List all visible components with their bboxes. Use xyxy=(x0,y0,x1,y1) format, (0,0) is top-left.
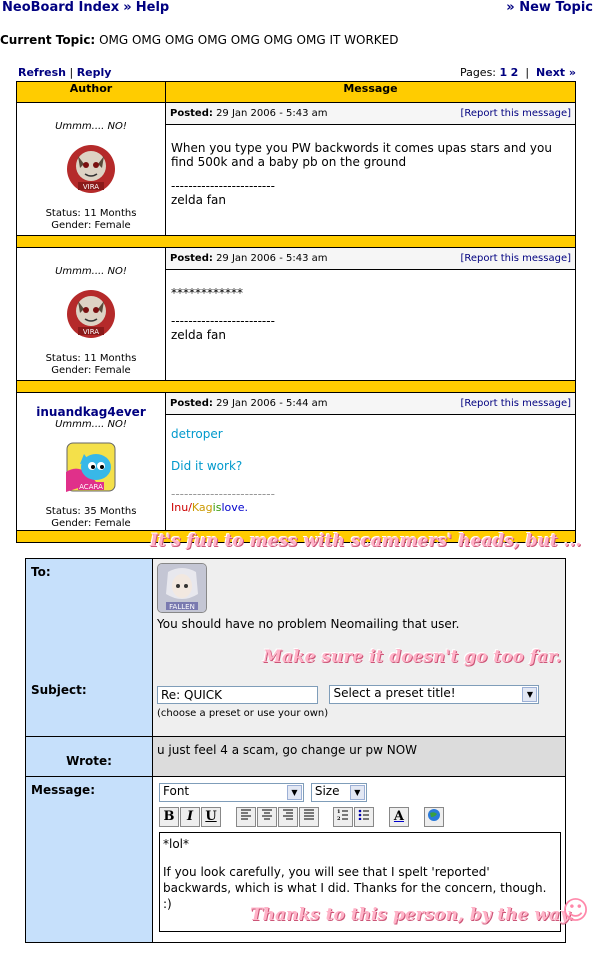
wrote-label: Wrote: xyxy=(26,737,153,777)
table-header xyxy=(17,82,576,103)
avatar[interactable] xyxy=(66,442,116,492)
svg-text:VIRA: VIRA xyxy=(82,183,100,191)
svg-text:ACARA: ACARA xyxy=(79,483,103,491)
message-cell xyxy=(166,393,576,531)
table-row xyxy=(17,393,576,531)
user-title: Ummm.... NO! xyxy=(55,266,127,277)
post-body: ************ xyxy=(171,286,243,300)
message-header: Message xyxy=(166,82,576,103)
italic-button[interactable]: I xyxy=(180,807,200,827)
subject-label: Subject: xyxy=(31,683,87,697)
user-status: Status: 35 Months xyxy=(45,506,137,517)
subject-input[interactable]: Re: QUICK xyxy=(157,686,318,704)
posted-bar xyxy=(166,248,575,270)
help-link[interactable]: Help xyxy=(135,0,170,15)
recipient-note: You should have no problem Neomailing that user. xyxy=(157,617,460,631)
svg-text:2: 2 xyxy=(337,816,341,820)
align-right-icon xyxy=(282,808,294,820)
breadcrumb-separator: » xyxy=(123,0,132,15)
message-cell xyxy=(166,103,576,236)
breadcrumb xyxy=(2,0,169,15)
align-left-icon xyxy=(240,808,252,820)
pages-label: Pages: xyxy=(459,66,497,79)
user-status: Status: 11 Months xyxy=(45,353,137,364)
current-topic-title: OMG OMG OMG OMG OMG OMG OMG IT WORKED xyxy=(99,33,399,47)
annotation-1: It's fun to mess with scammers' heads, but ... xyxy=(150,531,582,551)
numbered-list-icon xyxy=(337,808,349,820)
table-row xyxy=(17,103,576,236)
table-row xyxy=(17,248,576,381)
username[interactable]: inuandkag4ever xyxy=(36,405,146,419)
signature-line: ------------------------ xyxy=(171,314,275,328)
font-select[interactable]: Font ▼ xyxy=(159,783,304,802)
report-message-link[interactable]: [Report this message] xyxy=(460,108,571,119)
signature: zelda fan xyxy=(171,328,226,342)
chevron-down-icon: ▼ xyxy=(287,785,302,800)
recipient-avatar[interactable] xyxy=(157,563,207,613)
bullet-list-icon xyxy=(358,808,370,820)
thread-nav xyxy=(18,66,578,79)
chevron-down-icon: ▼ xyxy=(522,687,537,702)
reply-form xyxy=(25,558,566,943)
svg-text:FALLEN: FALLEN xyxy=(169,603,195,611)
annotation-2: Make sure it doesn't go too far. xyxy=(263,647,562,667)
posted-date: 29 Jan 2006 - 5:44 am xyxy=(216,398,328,409)
posted-label: Posted: xyxy=(170,108,213,119)
justify-icon xyxy=(303,808,315,820)
bullet-list-button[interactable] xyxy=(354,807,374,827)
reply-link[interactable]: Reply xyxy=(76,66,112,79)
author-cell xyxy=(17,248,166,381)
chevron-down-icon: ▼ xyxy=(350,785,365,800)
to-label: To: xyxy=(31,565,51,579)
svg-text:1: 1 xyxy=(337,809,341,815)
wrote-value: u just feel 4 a scam, go change ur pw NOW xyxy=(153,737,566,777)
message-cell xyxy=(166,248,576,381)
signature: zelda fan xyxy=(171,193,226,207)
svg-text:VIRA: VIRA xyxy=(82,328,100,336)
next-page-link[interactable]: Next » xyxy=(536,66,576,79)
annotation-3: Thanks to this person, by the way. xyxy=(250,905,574,925)
pagination: Pages: 1 2 | Next » xyxy=(459,66,576,79)
post-body: detroper xyxy=(171,427,223,441)
bold-button[interactable]: B xyxy=(159,807,179,827)
report-message-link[interactable]: [Report this message] xyxy=(460,253,571,264)
current-topic-label: Current Topic: xyxy=(0,33,96,47)
posted-bar xyxy=(166,103,575,125)
avatar[interactable] xyxy=(66,144,116,194)
post-body: Did it work? xyxy=(171,459,243,473)
page-2-link[interactable]: 2 xyxy=(510,66,519,79)
message-textarea[interactable]: *lol* If you look carefully, you will see that I spelt 'reported' backwards, which is what I did. Thanks for the concern, though. :) xyxy=(159,832,561,932)
posted-date: 29 Jan 2006 - 5:43 am xyxy=(216,108,328,119)
current-topic xyxy=(0,33,398,47)
globe-link-icon xyxy=(427,808,441,822)
align-center-icon xyxy=(261,808,273,820)
posted-label: Posted: xyxy=(170,398,213,409)
user-title: Ummm.... NO! xyxy=(55,419,127,430)
new-topic-link[interactable]: » New Topic xyxy=(506,0,593,15)
posted-label: Posted: xyxy=(170,253,213,264)
message-label: Message: xyxy=(26,777,153,943)
author-cell xyxy=(17,103,166,236)
top-bar xyxy=(0,0,607,16)
posts-table xyxy=(16,81,576,543)
signature-line: ------------------------ xyxy=(171,487,275,501)
author-cell xyxy=(17,393,166,531)
user-gender: Gender: Female xyxy=(51,518,131,529)
author-header: Author xyxy=(17,82,166,103)
smiley-icon: ☺ xyxy=(562,896,590,926)
post-body: When you type you PW backwords it comes upas stars and you find 500k and a baby pb on the ground xyxy=(171,141,552,169)
align-center-button[interactable] xyxy=(257,807,277,827)
align-right-button[interactable] xyxy=(278,807,298,827)
justify-button[interactable] xyxy=(299,807,319,827)
nav-divider: | xyxy=(69,66,74,79)
posted-bar xyxy=(166,393,575,415)
preset-hint: (choose a preset or use your own) xyxy=(157,708,329,719)
user-title: Ummm.... NO! xyxy=(55,121,127,132)
signature: Inu/Kagislove. xyxy=(171,501,249,514)
neoboard-index-link[interactable]: NeoBoard Index xyxy=(2,0,120,15)
signature-line: ------------------------ xyxy=(171,179,275,193)
underline-button[interactable]: U xyxy=(201,807,221,827)
report-message-link[interactable]: [Report this message] xyxy=(460,398,571,409)
align-left-button[interactable] xyxy=(236,807,256,827)
numbered-list-button[interactable] xyxy=(333,807,353,827)
user-gender: Gender: Female xyxy=(51,220,131,231)
user-gender: Gender: Female xyxy=(51,365,131,376)
posted-date: 29 Jan 2006 - 5:43 am xyxy=(216,253,328,264)
avatar[interactable] xyxy=(66,289,116,339)
to-label-cell xyxy=(26,559,153,737)
page-1-link[interactable]: 1 xyxy=(499,66,508,79)
user-status: Status: 11 Months xyxy=(45,208,137,219)
insert-link-button[interactable] xyxy=(424,807,444,827)
preset-title-select[interactable]: Select a preset title! ▼ xyxy=(329,685,539,704)
post-separator xyxy=(17,236,576,248)
post-separator xyxy=(17,381,576,393)
font-color-button[interactable]: A xyxy=(389,807,409,827)
refresh-link[interactable]: Refresh xyxy=(18,66,66,79)
size-select[interactable]: Size ▼ xyxy=(311,783,367,802)
